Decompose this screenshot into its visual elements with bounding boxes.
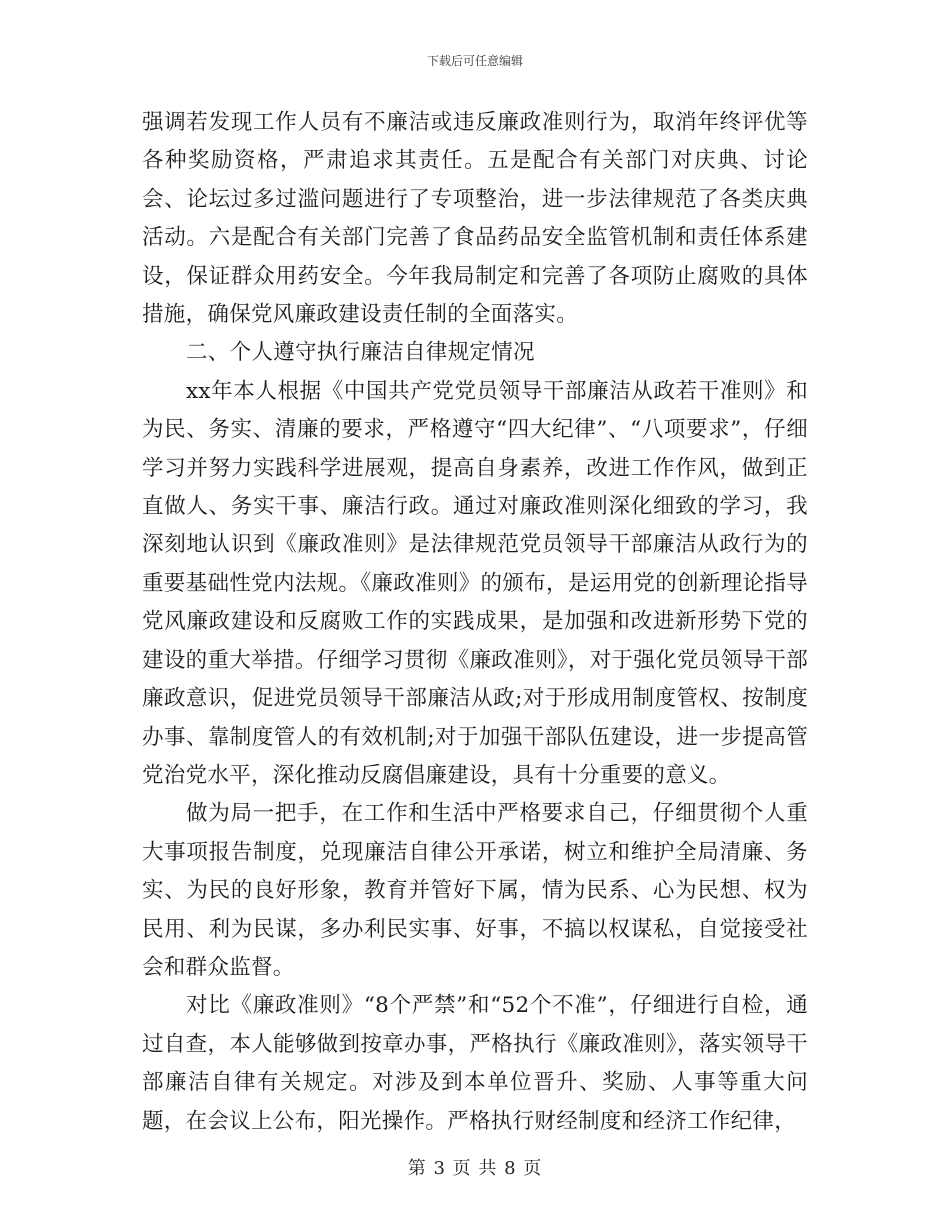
paragraph-continued: 强调若发现工作人员有不廉洁或违反廉政准则行为，取消年终评优等各种奖励资格，严肃追求其责任。五是配合有关部门对庆典、讨论会、论坛过多过滥问题进行了专项整治，进一步法律规范了各类庆典活动。六是配合有关部门完善了食品药品安全监管机制和责任体系建设，保证群众用药安全。今年我局制定和完善了各项防止腐败的具体措施，确保党风廉政建设责任制的全面落实。: [142, 110, 808, 328]
paragraph: 做为局一把手，在工作和生活中严格要求自己，仔细贯彻个人重大事项报告制度，兑现廉洁自律公开承诺，树立和维护全局清廉、务实、为民的良好形象，教育并管好下属，情为民系、心为民想、权为民用、利为民谋，多办利民实事、好事，不搞以权谋私，自觉接受社会和群众监督。: [142, 801, 808, 980]
paragraph: xx年本人根据《中国共产党党员领导干部廉洁从政若干准则》和为民、务实、清廉的要求，严格遵守“四大纪律”、“八项要求”，仔细学习并努力实践科学进展观，提高自身素养，改进工作作风，做到正直做人、务实干事、廉洁行政。通过对廉政准则深化细致的学习，我深刻地认识到《廉政准则》是法律规范党员领导干部廉洁从政行为的重要基础性党内法规。《廉政准则》的颁布，是运用党的创新理论指导党风廉政建设和反腐败工作的实践成果，是加强和改进新形势下党的建设的重大举措。仔细学习贯彻《廉政准则》，对于强化党员领导干部廉政意识，促进党员领导干部廉洁从政;对于形成用制度管权、按制度办事、靠制度管人的有效机制;对于加强干部队伍建设，进一步提高管党治党水平，深化推动反腐倡廉建设，具有十分重要的意义。: [142, 378, 808, 788]
page-header-note: 下载后可任意编辑: [426, 54, 523, 68]
paragraph: 对比《廉政准则》“8个严禁”和“52个不准”，仔细进行自检，通过自查，本人能够做到按章办事，严格执行《廉政准则》，落实领导干部廉洁自律有关规定。对涉及到本单位晋升、奖励、人事等重大问题，在会议上公布，阳光操作。严格执行财经制度和经济工作纪律，: [142, 993, 808, 1134]
page-number: 第 3 页 共 8 页: [407, 1158, 543, 1179]
section-heading: 二、个人遵守执行廉洁自律规定情况: [186, 340, 535, 366]
document-body: [142, 104, 808, 1141]
